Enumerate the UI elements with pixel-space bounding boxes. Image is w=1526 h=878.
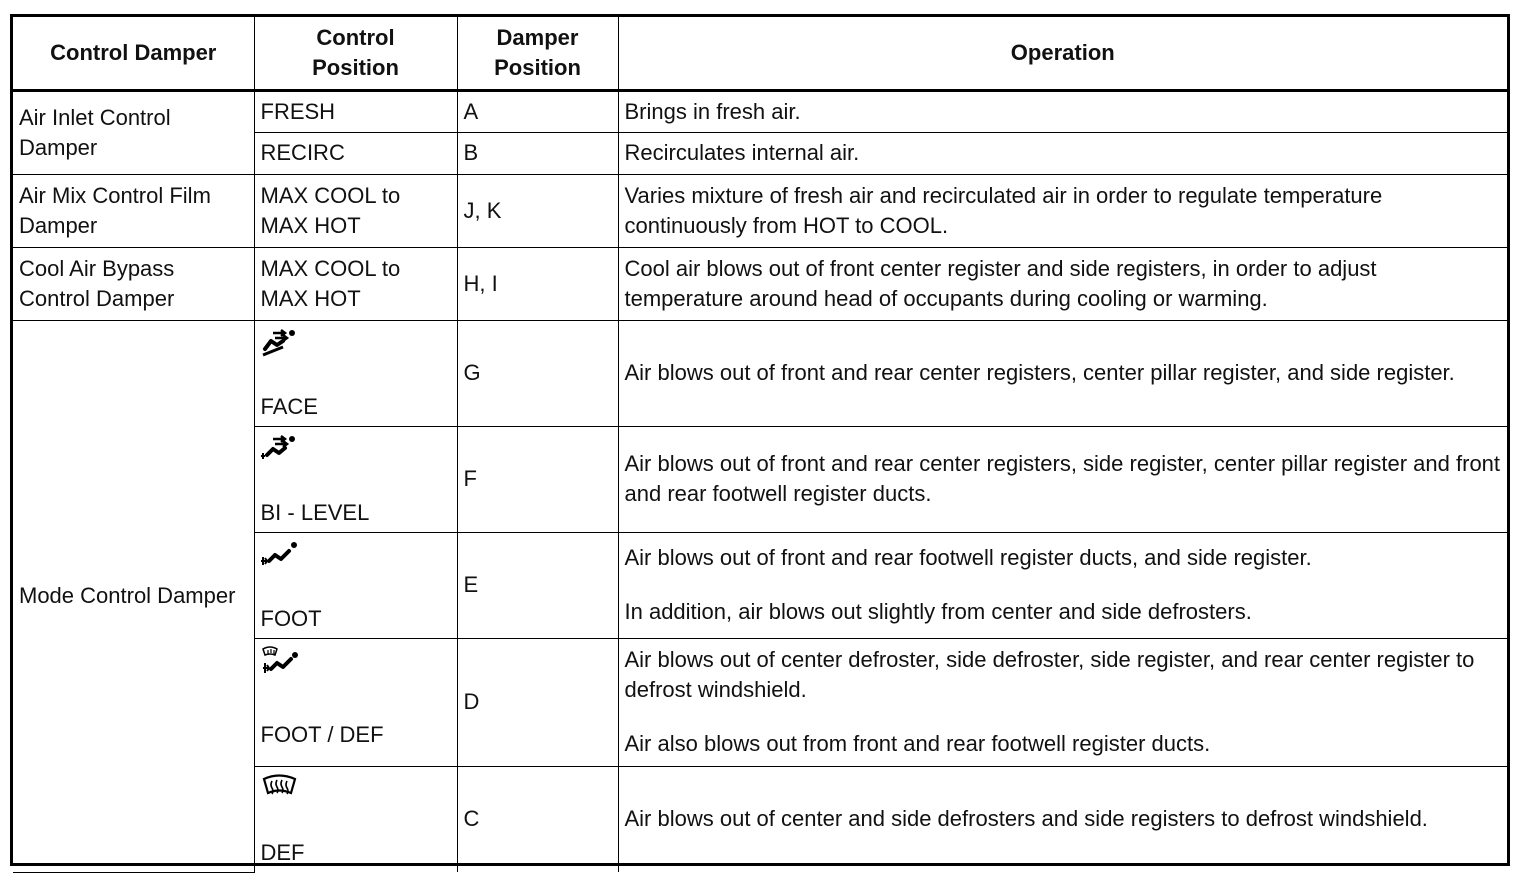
- foot-def-operation-cell: [618, 638, 1507, 766]
- header-control-damper: Control Damper: [13, 17, 254, 90]
- header-control-position: [254, 17, 457, 90]
- foot-operation-cell: [618, 532, 1507, 638]
- foot-def-operation-2: Air also blows out from front and rear footwell register ducts.: [624, 731, 1211, 756]
- face-operation: Air blows out of front and rear center registers, center pillar register, and side register.: [618, 320, 1507, 426]
- bi-level-vent-icon: [261, 433, 301, 465]
- air-mix-damper-position: J, K: [457, 174, 618, 247]
- fresh-operation: Brings in fresh air.: [618, 90, 1507, 132]
- def-position-cell: [254, 766, 457, 872]
- fresh-position: FRESH: [254, 90, 457, 132]
- def-operation: Air blows out of center and side defrosters and side registers to defrost windshield.: [618, 766, 1507, 872]
- table-row: [13, 320, 1507, 426]
- fresh-damper-position: A: [457, 90, 618, 132]
- bilevel-position-cell: [254, 426, 457, 532]
- face-position-cell: [254, 320, 457, 426]
- header-control-position-label: Control Position: [312, 24, 399, 80]
- bilevel-operation: Air blows out of front and rear center registers, side register, center pillar register and front and rear footwell register ducts.: [618, 426, 1507, 532]
- foot-position-label: FOOT: [260, 605, 322, 631]
- table-row: [13, 247, 1507, 320]
- damper-operation-table: [13, 17, 1507, 873]
- foot-def-operation: Air blows out of center defroster, side defroster, side register, and rear center register to defrost windshield.: [624, 647, 1475, 702]
- bilevel-damper-position: F: [457, 426, 618, 532]
- air-mix-position: MAX COOL to MAX HOT: [254, 174, 457, 247]
- recirc-position: RECIRC: [254, 132, 457, 174]
- air-mix-operation: Varies mixture of fresh air and recirculated air in order to regulate temperature continuously from HOT to COOL.: [618, 174, 1507, 247]
- foot-defrost-icon: [261, 645, 301, 677]
- air-inlet-damper-name: Air Inlet Control Damper: [13, 90, 254, 174]
- face-damper-position: G: [457, 320, 618, 426]
- recirc-damper-position: B: [457, 132, 618, 174]
- header-operation: Operation: [618, 17, 1507, 90]
- bilevel-position-label: BI - LEVEL: [260, 499, 370, 525]
- foot-vent-icon: [261, 539, 301, 571]
- header-damper-position-label: Damper Position: [494, 24, 581, 80]
- header-row: [13, 17, 1507, 90]
- cool-bypass-position: MAX COOL to MAX HOT: [254, 247, 457, 320]
- mode-damper-name: Mode Control Damper: [13, 320, 254, 872]
- foot-damper-position: E: [457, 532, 618, 638]
- table-row: [13, 174, 1507, 247]
- damper-table-frame: [10, 14, 1510, 866]
- recirc-operation: Recirculates internal air.: [618, 132, 1507, 174]
- foot-operation: Air blows out of front and rear footwell register ducts, and side register.: [624, 545, 1312, 570]
- cool-bypass-operation: Cool air blows out of front center register and side registers, in order to adjust temperature around head of occupants during cooling or warming.: [618, 247, 1507, 320]
- def-position-label: DEF: [260, 840, 305, 865]
- cool-bypass-damper-name: Cool Air Bypass Control Damper: [13, 247, 254, 320]
- cool-bypass-damper-position: H, I: [457, 247, 618, 320]
- defrost-icon: [261, 773, 301, 805]
- face-vent-icon: [261, 327, 301, 359]
- header-damper-position: [457, 17, 618, 90]
- foot-operation-2: In addition, air blows out slightly from center and side defrosters.: [624, 599, 1252, 624]
- foot-position-cell: [254, 532, 457, 638]
- foot-def-position-label: FOOT / DEF: [260, 721, 384, 747]
- foot-def-damper-position: D: [457, 638, 618, 766]
- table-row: [13, 90, 1507, 132]
- def-damper-position: C: [457, 766, 618, 872]
- face-position-label: FACE: [260, 393, 318, 419]
- foot-def-position-cell: [254, 638, 457, 766]
- air-mix-damper-name: Air Mix Control Film Damper: [13, 174, 254, 247]
